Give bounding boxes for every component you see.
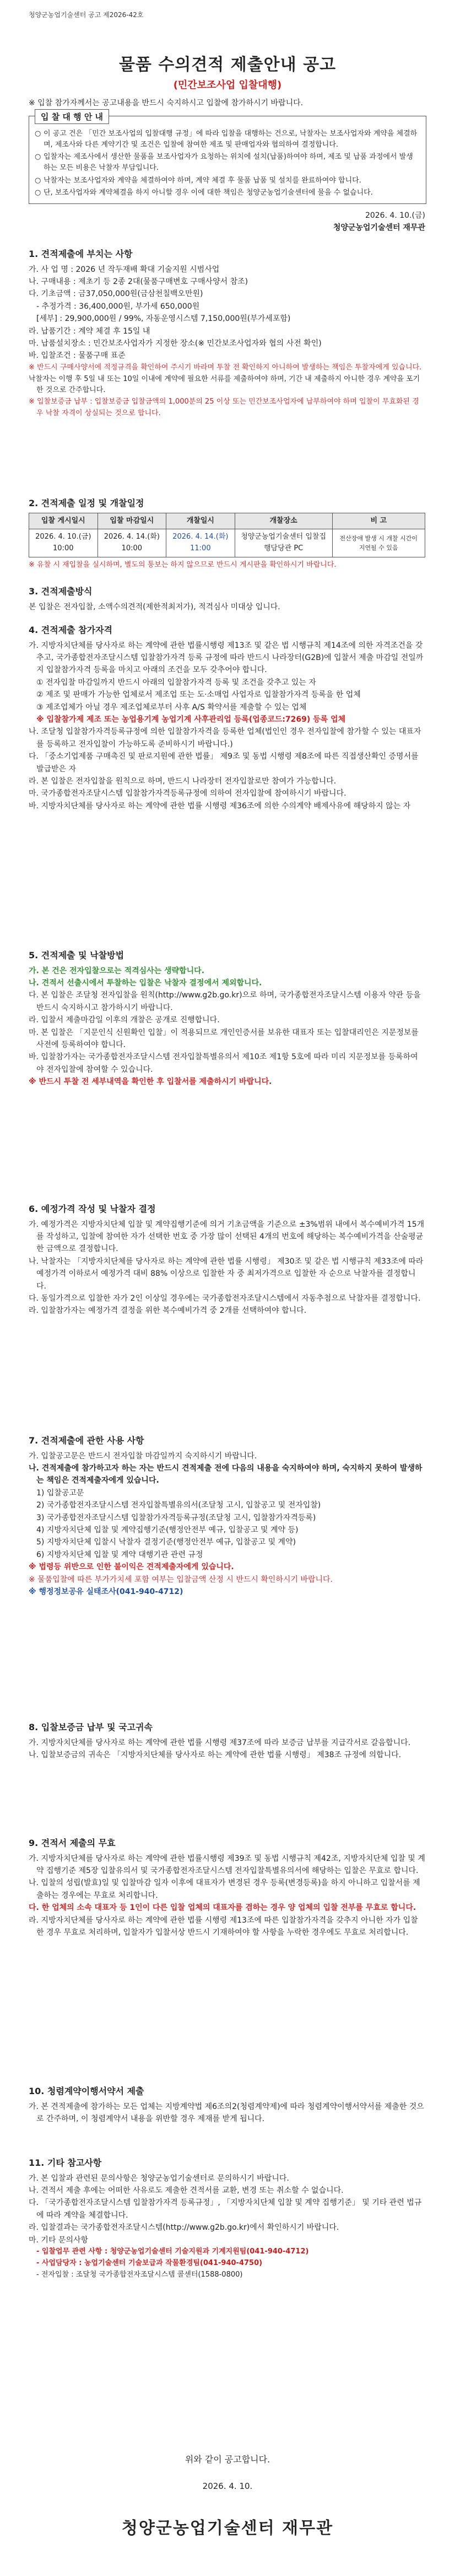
line: 나. 구매내용 : 제초기 등 2종 2대(물품구매변호 구매사양서 참조) xyxy=(29,277,248,286)
notice-org: 청양군농업기술센터 재무관 xyxy=(333,223,425,232)
line: 바. 입찰참가자는 국가종합전자조달시스템 전자입찰특별유의서 제10조 제1항 5호에 따라 미리 지문정보를 등록하여야 전자입찰에 참여할 수 있습니다. xyxy=(29,1053,418,1074)
line: 마. 국가종합전자조달시스템 입찰참가자격등록규정에 의하여 전자입찰에 참여하시기 바랍니다. xyxy=(29,789,346,798)
section-title: 7. 견적제출에 관한 사용 사항 xyxy=(29,1435,144,1446)
line: [세부] : 29,900,000원 / 99%, 자동운영시스템 7,150,000원(부가세포함) xyxy=(36,314,291,324)
line: - 전자입찰 : 조달청 국가종합전자조달시스템 콜센터(1588-0800) xyxy=(36,2270,243,2279)
line: 가. 지방자치단체를 당사자로 하는 계약에 관한 법률시행령 제13조 및 같은 법 시행규칙 제14조에 의한 자격조건을 갖추고, 국가종합전자조달시스템 입찰참가자격 등록 규정에 따라 반드시 나라장터(G2B)에 입찰서 제출 마감일 전일까지 입찰참가자격 등록을 마치고 아래의 조건을 모두 갖추어야 합니다. xyxy=(29,641,424,675)
line: 나. 견적서 제출 후에는 어떠한 사유로도 제출한 견적서를 교환, 변경 또는 취소할 수 없습니다. xyxy=(29,2186,344,2195)
notice-list xyxy=(29,116,426,198)
line: 다. 「중소기업제품 구매촉진 및 판로지원에 관한 법률」 제9조 및 동법 시행령 제8조에 따른 직접생산확인 증명서를 발급받은 자 xyxy=(29,752,419,774)
line: 2) 국가종합전자조달시스템 전자입찰특별유의서(조달청 고시, 입찰공고 및 전자입찰) xyxy=(36,1501,321,1510)
table-header: 입찰 마감일시 xyxy=(98,513,166,529)
table-cell: 전산장애 발생 시 개찰 시간이 지연될 수 있음 xyxy=(332,529,425,557)
line: 바. 지방자치단체를 당사자로 하는 계약에 관한 법률 시행령 제36조에 의한 수의계약 배제사유에 해당하지 않는 자 xyxy=(29,801,411,811)
section-5 xyxy=(29,948,425,1088)
line: 가. 본 건은 전자입찰으로는 적격심사는 생략합니다. xyxy=(29,966,205,975)
section-2 xyxy=(29,496,425,571)
line: 나. 견적제출에 참가하고자 하는 자는 반드시 견적제출 전에 다음의 내용을 숙지하여야 하며, 숙지하지 못하여 발생하는 책임은 견적제출자에게 있습니다. xyxy=(29,1463,422,1485)
table-row xyxy=(29,529,425,557)
closing-org: 청양군농업기술센터 재무관 xyxy=(121,2519,334,2538)
line: 라. 입찰참가자는 예정가격 결정을 위한 복수예비가격 중 2개를 선택하여야 합니다. xyxy=(29,1306,307,1316)
line: 가. 사 업 명 : 2026 년 작두재배 확대 기술지원 시범사업 xyxy=(29,265,220,274)
line: 다. 한 업체의 소속 대표자 등 1인이 다른 입찰 업체의 대표자를 겸하는 경우 양 업체의 입찰 전부를 무효로 합니다. xyxy=(29,1903,416,1913)
notice-item: ○ 단, 보조사업자와 계약체결을 하지 아니할 경우 이에 대한 책임은 청양군농업기술센터에 물을 수 없습니다. xyxy=(44,187,418,198)
closing-text: 위와 같이 공고합니다. xyxy=(185,2454,270,2465)
line: 나. 입찰보증금의 귀속은 「지방자치단체를 당사자로 하는 계약에 관한 법률 시행령」 제38조 규정에 의합니다. xyxy=(29,1750,402,1759)
line: 바. 입찰조건 : 물품구매 표준 xyxy=(29,351,126,361)
notice-date: 2026. 4. 10.(금) xyxy=(365,211,425,220)
line: 낙찰자는 이행 후 5일 내 또는 10일 이내에 계약에 필요한 서류를 제출하여야 하며, 기간 내 제출하지 아니한 경우 계약을 포기한 것으로 간주합니다. xyxy=(29,374,420,395)
line: ① 전자입찰 마감일까지 반드시 아래의 입찰참가자격 등록 및 조건을 갖추고 있는 자 xyxy=(36,678,316,687)
line: ③ 제조업체가 아닐 경우 제조업체로부터 사후 A/S 확약서를 제출할 수 있는 업체 xyxy=(36,702,307,712)
line: 6) 지방자치단체 입찰 및 계약 대행기관 관련 규정 xyxy=(36,1550,203,1559)
section-10 xyxy=(29,2084,425,2125)
lead-note: ※ 입찰 참가자께서는 공고내용을 반드시 숙지하시고 입찰에 참가하시기 바랍니다. xyxy=(29,99,304,108)
line: 3) 국가종합전자조달시스템 입찰참가자격등록규정(조달청 고시, 입찰참가자격등록) xyxy=(36,1513,316,1522)
line: 라. 지방자치단체를 당사자로 하는 계약에 관한 법률 시행령 제13조에 따른 입찰참가자격을 갖추지 아니한 자가 입찰한 경우 무효로 처리하며, 입찰자가 입찰서상 반드시 기재하여야 할 사항을 누락한 경우에도 무효로 처리합니다. xyxy=(29,1915,418,1937)
line: 본 입찰은 전자입찰, 소액수의견적(제한적최저가), 적격심사 미대상 입니다. xyxy=(29,602,280,611)
line: 라. 납품기간 : 계약 체결 후 15일 내 xyxy=(29,326,150,336)
line: ※ 반드시 투찰 전 세부내역을 확인한 후 입찰서를 제출하시기 바랍니다. xyxy=(29,1077,272,1087)
schedule-table xyxy=(29,513,425,557)
line: 나. 입찰의 성립(발효)일 및 입찰마감 일자 이후에 대표자가 변경된 경우 등록(변경등록)을 하지 아니하고 입찰서를 제출하는 경우에는 무효로 처리합니다. xyxy=(29,1879,420,1900)
line: 4) 지방자치단체 입찰 및 계약집행기준(행정안전부 예규, 입찰공고 및 계약 등) xyxy=(36,1525,299,1534)
table-cell: 2026. 4. 14.(화) 11:00 xyxy=(166,529,235,557)
line: 라. 입찰서 제출마감일 이후의 개찰은 공개로 진행합니다. xyxy=(29,1016,220,1025)
line: 라. 본 입찰은 전자입찰을 원칙으로 하며, 반드시 나라장터 전자입찰로만 참여가 가능합니다. xyxy=(29,776,337,786)
page-subtitle: (민간보조사업 입찰대행) xyxy=(173,79,282,91)
line: 5) 지방자치단체 입찰시 낙찰자 결정기준(행정안전부 예규, 입찰공고 및 계약) xyxy=(36,1538,296,1547)
line: - 입찰업무 관련 사항 : 청양군농업기술센터 기술지원과 기계지원팀(041-940-4712) xyxy=(36,2247,309,2256)
section-title: 11. 기타 참고사항 xyxy=(29,2158,102,2168)
line: ※ 법령등 위반으로 인한 불이익은 견적제출자에게 있습니다. xyxy=(29,1563,234,1572)
table-header: 개찰장소 xyxy=(235,513,332,529)
notice-box-tag: 입 찰 대 행 안 내 xyxy=(35,109,109,124)
line: 다. 「국가종합전자조달시스템 입찰참가자격 등록규정」, 「지방자치단체 입찰 및 계약 집행기준」 및 기타 관련 법규에 따라 계약을 체결합니다. xyxy=(29,2198,422,2220)
line: 마. 납품설치장소 : 민간보조사업자가 지정한 장소(※ 민간보조사업자와 협의 사전 확인) xyxy=(29,339,322,348)
section-1 xyxy=(29,247,425,420)
section-11 xyxy=(29,2156,425,2280)
section-title: 3. 견적제출방식 xyxy=(29,586,93,597)
notice-item: ○ 낙찰자는 보조사업자와 계약을 체결하여야 하며, 계약 체결 후 물품 납품 및 설치를 완료하여야 합니다. xyxy=(44,175,418,186)
line: 가. 본 입찰과 관련된 문의사항은 청양군농업기술센터로 문의하시기 바랍니다. xyxy=(29,2174,289,2183)
line: ※ 물품입찰에 따른 부가가치세 포함 여부는 입찰금액 산정 시 반드시 확인하시기 바랍니다. xyxy=(29,1575,333,1584)
line: 마. 기타 문의사항 xyxy=(29,2235,89,2245)
section-title: 6. 예정가격 작성 및 낙찰자 결정 xyxy=(29,1204,156,1214)
line: 가. 예정가격은 지방자치단체 입찰 및 계약집행기준에 의거 기초금액을 기준으로 ±3%범위 내에서 복수예비가격 15개를 작성하고, 입찰에 참여한 자가 선택한 번호 중 가장 많이 선택된 4개의 번호에 해당하는 복수예비가격을 산술평균한 금액으로 결정합니다. xyxy=(29,1220,425,1254)
table-cell: 2026. 4. 10.(금) 10:00 xyxy=(29,529,98,557)
section-title: 4. 견적제출 참가자격 xyxy=(29,625,112,635)
line: 나. 견적서 선출시에서 투찰하는 입찰은 낙찰자 결정에서 제외합니다. xyxy=(29,978,262,988)
line: - 추정가격 : 36,400,000원, 부가세 650,000원 xyxy=(36,302,200,311)
line: 1) 입찰공고문 xyxy=(36,1488,84,1498)
line: 가. 지방자치단체를 당사자로 하는 계약에 관한 법률 시행령 제37조에 따라 보증금 납부를 지급각서로 갈음합니다. xyxy=(29,1738,411,1747)
section-8 xyxy=(29,1720,425,1761)
table-header-row xyxy=(29,513,425,529)
line: 다. 동일가격으로 입찰한 자가 2인 이상일 경우에는 국가종합전자조달시스템에서 자동추첨으로 낙찰자를 결정합니다. xyxy=(29,1294,421,1303)
line: ② 제조 및 판매가 가능한 업체로서 제조업 또는 도·소매업 사업자로 입찰참가자격 등록을 한 업체 xyxy=(36,690,361,700)
section-6 xyxy=(29,1202,425,1317)
bid-agency-notice xyxy=(29,112,426,204)
line: 나. 낙찰자는 「지방자치단체를 당사자로 하는 계약에 관한 법률 시행령」 제30조 및 같은 법 시행규칙 제33조에 따라 예정가격 이하로서 예정가격 대비 88% 이상으로 입찰한 자 중 최저가격으로 입찰한 자 순으로 낙찰자를 결정합니다. xyxy=(29,1257,424,1291)
line: 라. 입찰결과는 국가종합전자조달시스템(http://www.g2b.go.kr)에서 확인하시기 바랍니다. xyxy=(29,2223,339,2232)
line: 가. 입찰공고문은 반드시 전자입찰 마감일까지 숙지하시기 바랍니다. xyxy=(29,1451,257,1461)
section-title: 10. 청렴계약이행서약서 제출 xyxy=(29,2086,144,2096)
section-4 xyxy=(29,623,425,812)
table-cell: 청양군농업기술센터 입찰집행담당관 PC xyxy=(235,529,332,557)
notice-item: ○ 이 공고 건은 「민간 보조사업의 입찰대행 규정」에 따라 입찰을 대행하는 건으로, 낙찰자는 보조사업자와 계약을 체결하며, 제조사와 다른 계약기간 및 조건은 입찰에 참여한 제조 및 판매업자와 협의하여 결정합니다. xyxy=(44,128,418,151)
notice-item: ○ 입찰자는 제조사에서 생산한 물품을 보조사업자가 요청하는 위치에 설치(납품)하여야 하며, 제조 및 납품 과정에서 발생하는 모든 비용은 낙찰자 부담입니다. xyxy=(44,152,418,174)
table-header: 입찰 게시일시 xyxy=(29,513,98,529)
table-header: 비 고 xyxy=(332,513,425,529)
section-title: 5. 견적제출 및 낙찰방법 xyxy=(29,950,124,960)
line: - 사업담당자 : 농업기술센터 기술보급과 작물환경팀(041-940-4750) xyxy=(36,2258,263,2267)
section-title: 2. 견적제출 일정 및 개찰일정 xyxy=(29,498,144,508)
section-9 xyxy=(29,1836,425,1939)
section-7 xyxy=(29,1434,425,1598)
line: ※ 입찰참가제 제조 또는 농업용기계 농업기계 사후관리업 등록(업종코드:7269) 등록 업체 xyxy=(36,715,346,724)
line: 가. 지방자치단체를 당사자로 하는 계약에 관한 법률시행령 제39조 및 동법 시행규칙 제42조, 지방자치단체 입찰 및 계약 집행기준 제5장 입찰유의서 및 국가종합전자조달시스템 전자입찰특별유의서에 해당하는 입찰은 무효로 합니다. xyxy=(29,1854,425,1875)
line: 다. 본 입찰은 조달청 전자입찰을 원칙(http://www.g2b.go.kr)으로 하며, 국가종합전자조달시스템 이용자 약관 등을 반드시 숙지하시고 참가하시기 바랍니다. xyxy=(29,991,421,1012)
section-title: 9. 견적서 제출의 무효 xyxy=(29,1838,116,1848)
table-header: 개찰일시 xyxy=(166,513,235,529)
line: 마. 본 입찰은 「지문인식 신원확인 입찰」이 적용되므로 개인인증서를 보유한 대표자 또는 입찰대리인은 지문정보를 사전에 등록하여야 합니다. xyxy=(29,1028,419,1049)
section-title: 8. 입찰보증금 납부 및 국고귀속 xyxy=(29,1722,153,1732)
page-title: 물품 수의견적 제출안내 공고 xyxy=(118,55,337,74)
schedule-note: ※ 유찰 시 재입찰을 실시하며, 별도의 통보는 하지 않으므로 반드시 게시판을 확인하시기 바랍니다. xyxy=(29,560,337,569)
document-id: 청양군농업기술센터 공고 제2026-42호 xyxy=(29,11,144,19)
line: ※ 반드시 구매사양서에 적정규격을 확인하여 주시기 바라며 투찰 전 확인하지 아니하여 발생하는 책임은 투찰자에게 있습니다. xyxy=(29,363,422,372)
line: ※ 행정정보공유 실태조사(041-940-4712) xyxy=(29,1587,183,1596)
line: 가. 본 견적제출에 참가하는 모든 업체는 지방계약법 제6조의2(청렴계약제)에 따라 청렴계약이행서약서를 제출한 것으로 간주하며, 이 청렴계약서 내용을 위반할 경우 제재를 받게 됩니다. xyxy=(29,2102,424,2123)
line: 다. 기초금액 : 금37,050,000원(금삼천칠백오만원) xyxy=(29,289,203,299)
section-title: 1. 견적제출에 부치는 사항 xyxy=(29,249,133,259)
line: 나. 조달청 입찰참가자격등록규정에 의한 입찰참가자격을 등록한 업체(법인인 경우 전자입찰에 참가할 수 있는 대표자를 등록하고 전자입찰이 가능하도록 준비하시기 바랍니다.) xyxy=(29,727,421,749)
section-3 xyxy=(29,584,425,613)
closing-date: 2026. 4. 10. xyxy=(202,2481,253,2491)
line: ※ 입찰보증금 납부 : 입찰보증금 입찰금액의 1,000분의 25 이상 또는 민간보조사업자에 납부하여야 하며 입찰이 무효화된 경우 낙찰 자격이 상실되는 것으로 합니다. xyxy=(29,398,419,417)
table-cell: 2026. 4. 14.(화) 10:00 xyxy=(98,529,166,557)
